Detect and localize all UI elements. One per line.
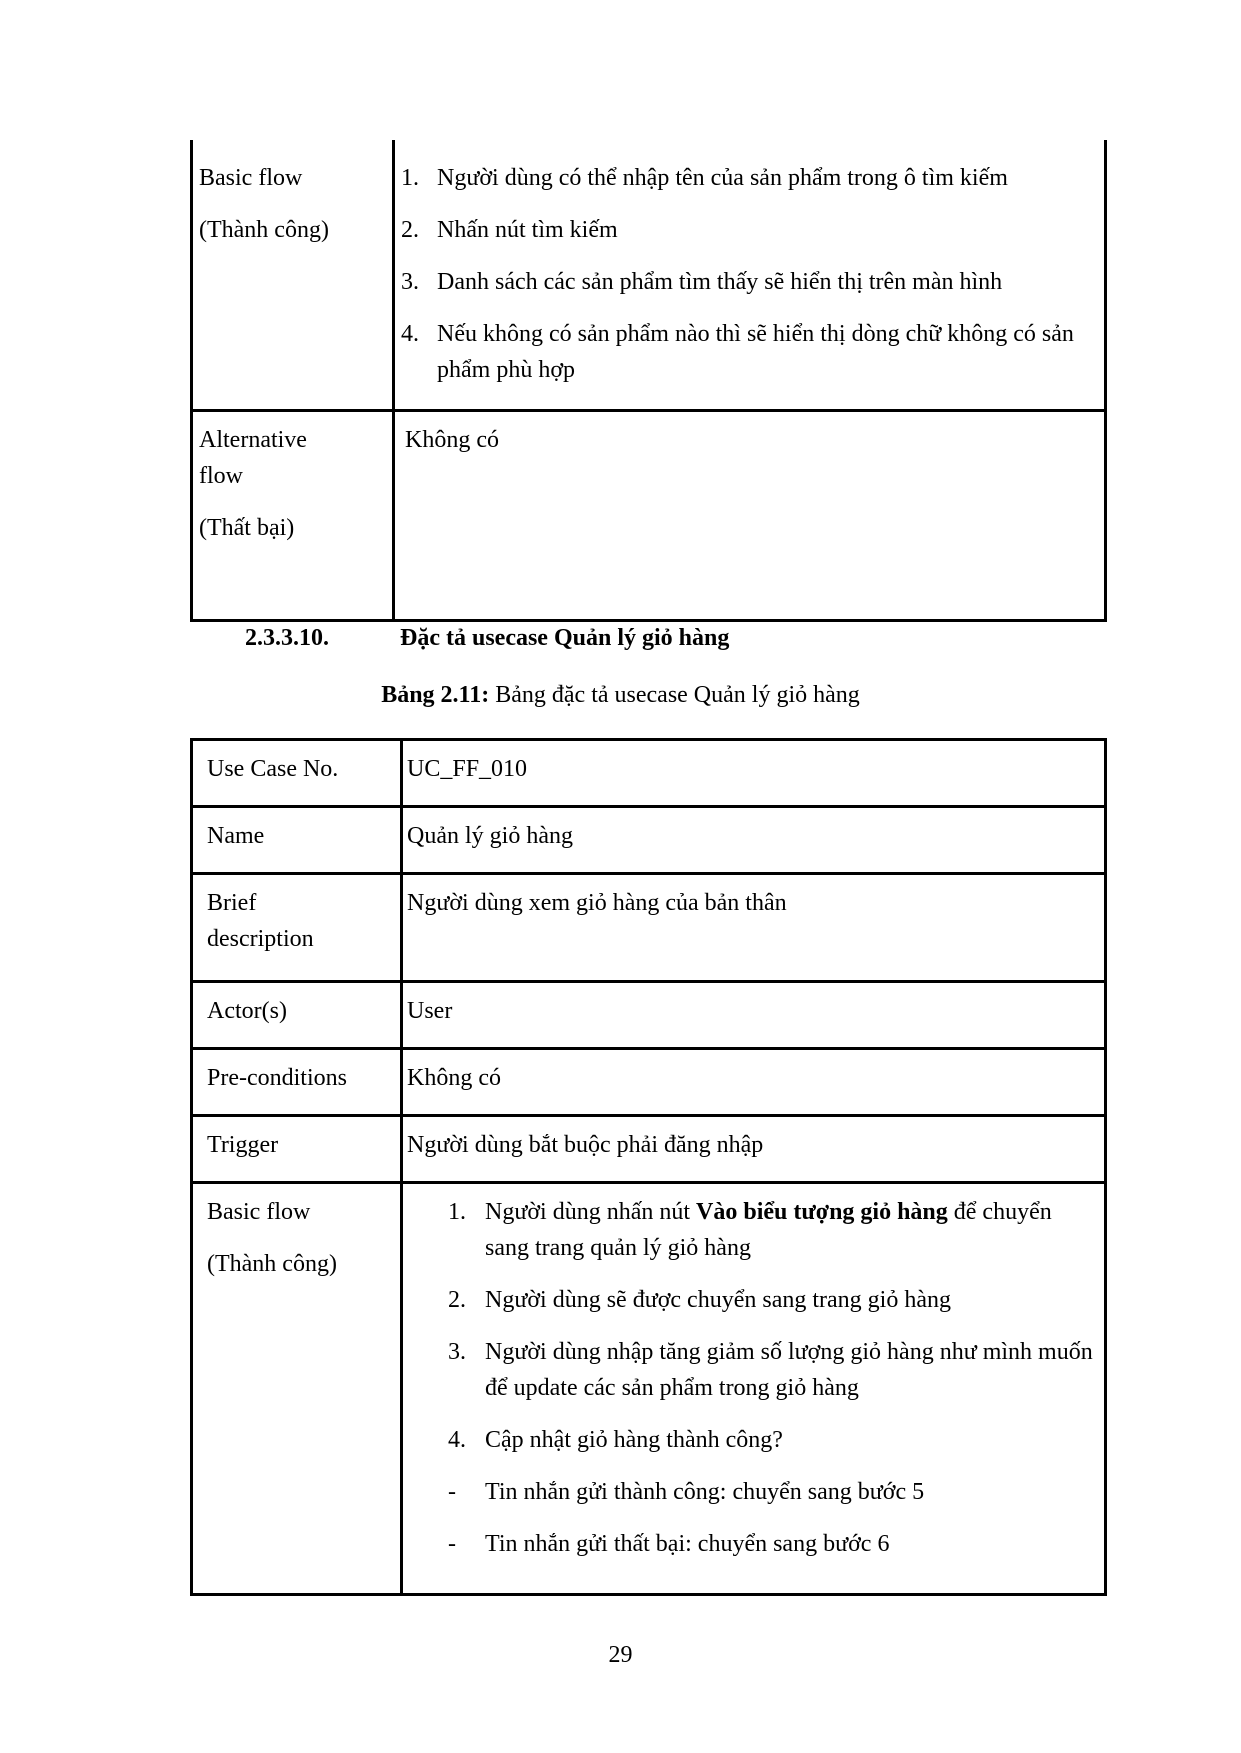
table-row <box>192 1116 1106 1183</box>
basic-flow-label-cell <box>192 140 394 410</box>
step-number: 3. <box>448 1339 466 1365</box>
main-basic-flow-label-cell <box>192 1183 402 1595</box>
step-number: 1. <box>448 1199 466 1225</box>
step-number: 3. <box>401 269 419 295</box>
use-case-no-label: Use Case No. <box>192 740 402 807</box>
table-row <box>192 807 1106 874</box>
table-row <box>192 874 1106 982</box>
section-number: 2.3.3.10. <box>245 625 329 651</box>
alternative-flow-label-cell <box>192 410 394 620</box>
step-number: 2. <box>448 1287 466 1313</box>
table-caption <box>0 682 1241 709</box>
step-text: Tin nhắn gửi thất bại: chuyển sang bước 6 <box>485 1531 890 1557</box>
list-item <box>401 316 1096 388</box>
list-item <box>401 212 1096 248</box>
actors-value: User <box>402 982 1106 1049</box>
previous-usecase-table <box>190 140 1107 622</box>
cart-icon-button-reference: Vào biểu tượng giỏ hàng <box>696 1199 948 1225</box>
list-item <box>401 160 1096 196</box>
brief-description-label: Brief <box>207 890 257 916</box>
section-heading <box>245 625 729 652</box>
step-text-pre: Người dùng nhấn nút <box>485 1199 697 1225</box>
step-text: Người dùng nhập tăng giảm số lượng giỏ hàng như mình muốn để update các sản phẩm trong giỏ hàng <box>485 1339 1093 1401</box>
basic-flow-sublabel: (Thành công) <box>199 217 329 243</box>
step-text: Nhấn nút tìm kiếm <box>437 217 618 243</box>
list-item <box>448 1526 1096 1562</box>
alternative-flow-value: Không có <box>405 426 499 453</box>
step-text: Người dùng sẽ được chuyển sang trang giỏ hàng <box>485 1287 951 1313</box>
brief-description-value: Người dùng xem giỏ hàng của bản thân <box>402 874 1106 982</box>
table-row <box>192 1049 1106 1116</box>
table-row <box>192 1183 1106 1595</box>
caption-label: Bảng 2.11: <box>381 682 490 708</box>
name-value: Quản lý giỏ hàng <box>402 807 1106 874</box>
step-text: Nếu không có sản phẩm nào thì sẽ hiển thị dòng chữ không có sản phẩm phù hợp <box>437 321 1074 383</box>
step-number: 1. <box>401 165 419 191</box>
step-text: Cập nhật giỏ hàng thành công? <box>485 1427 783 1453</box>
list-item <box>448 1282 1096 1318</box>
step-text: Người dùng có thể nhập tên của sản phẩm trong ô tìm kiếm <box>437 165 1008 191</box>
caption-text: Bảng đặc tả usecase Quản lý giỏ hàng <box>489 682 860 708</box>
alternative-flow-label: Alternative <box>199 426 307 453</box>
pre-conditions-label: Pre-conditions <box>192 1049 402 1116</box>
step-text-post: để chuyển sang trang quản lý giỏ hàng <box>485 1199 1052 1261</box>
bullet-dash: - <box>448 1531 456 1557</box>
alternative-flow-sublabel: (Thất bại) <box>199 514 295 541</box>
pre-conditions-value: Không có <box>402 1049 1106 1116</box>
brief-description-label-cell <box>192 874 402 982</box>
name-label: Name <box>192 807 402 874</box>
basic-flow-label: Basic flow <box>199 165 303 191</box>
list-item <box>448 1422 1096 1458</box>
main-basic-flow-label: Basic flow <box>207 1199 311 1225</box>
step-number: 4. <box>401 321 419 347</box>
brief-description-label-2: description <box>207 926 314 952</box>
main-basic-flow-steps-cell <box>402 1183 1106 1595</box>
step-number: 4. <box>448 1427 466 1453</box>
step-text <box>485 1194 1096 1266</box>
alternative-flow-value-cell <box>394 410 1106 620</box>
table-row <box>192 740 1106 807</box>
list-item <box>401 264 1096 300</box>
main-basic-flow-sublabel: (Thành công) <box>207 1251 337 1277</box>
step-number: 2. <box>401 217 419 243</box>
trigger-label: Trigger <box>192 1116 402 1183</box>
page-number: 29 <box>608 1642 633 1668</box>
alternative-flow-label-2: flow <box>199 462 243 489</box>
list-item <box>448 1474 1096 1510</box>
use-case-no-value: UC_FF_010 <box>402 740 1106 807</box>
table-row <box>192 140 1106 410</box>
bullet-dash: - <box>448 1479 456 1505</box>
step-text: Danh sách các sản phẩm tìm thấy sẽ hiển thị trên màn hình <box>437 269 1003 295</box>
usecase-spec-table <box>190 738 1107 1596</box>
actors-label: Actor(s) <box>192 982 402 1049</box>
trigger-value: Người dùng bắt buộc phải đăng nhập <box>402 1116 1106 1183</box>
basic-flow-steps-cell <box>394 140 1106 410</box>
table-row <box>192 982 1106 1049</box>
step-text: Tin nhắn gửi thành công: chuyển sang bước 5 <box>485 1479 925 1505</box>
section-title: Đặc tả usecase Quản lý giỏ hàng <box>400 625 730 651</box>
list-item <box>448 1194 1096 1266</box>
list-item <box>448 1334 1096 1406</box>
table-row <box>192 410 1106 620</box>
